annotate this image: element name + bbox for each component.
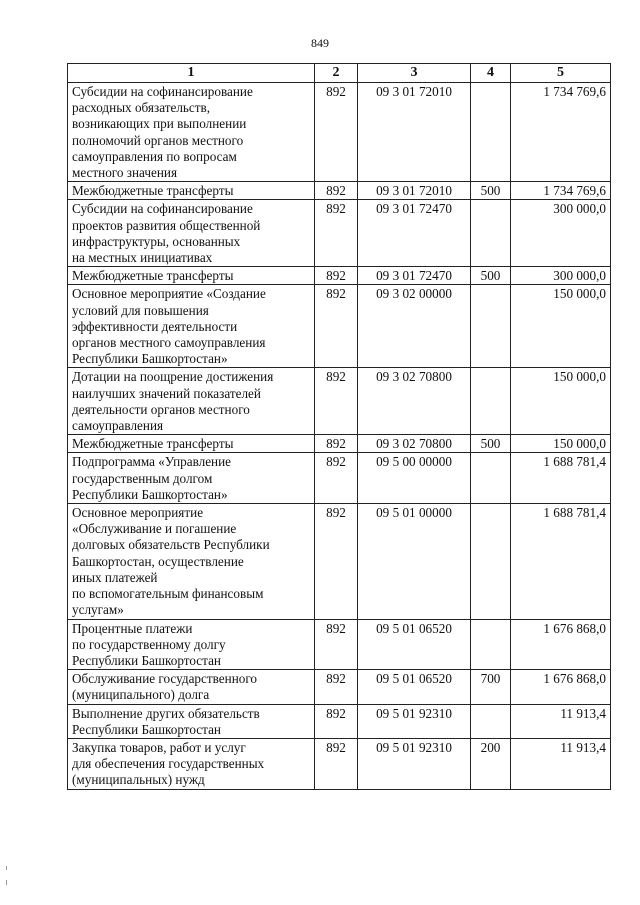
scan-edge-mark xyxy=(6,880,7,885)
header-col-3: 3 xyxy=(358,64,471,83)
cell-target-article: 09 3 01 72010 xyxy=(358,83,471,182)
cell-expense-type: 500 xyxy=(471,182,511,200)
header-row xyxy=(68,64,611,83)
cell-amount: 1 676 868,0 xyxy=(511,619,611,670)
cell-name: Субсидии на софинансирование проектов развития общественной инфраструктуры, основанных на местных инициативах xyxy=(68,200,315,267)
cell-expense-type xyxy=(471,504,511,619)
cell-amount: 11 913,4 xyxy=(511,738,611,789)
cell-expense-type: 500 xyxy=(471,267,511,285)
table-body xyxy=(68,83,611,790)
cell-target-article: 09 5 01 00000 xyxy=(358,504,471,619)
cell-name: Межбюджетные трансферты xyxy=(68,267,315,285)
cell-target-article: 09 5 01 06520 xyxy=(358,619,471,670)
cell-ministry-code: 892 xyxy=(315,368,358,435)
cell-ministry-code: 892 xyxy=(315,504,358,619)
table-row xyxy=(68,83,611,182)
cell-target-article: 09 3 01 72470 xyxy=(358,267,471,285)
cell-amount: 150 000,0 xyxy=(511,285,611,368)
cell-expense-type: 500 xyxy=(471,435,511,453)
table-row xyxy=(68,200,611,267)
cell-target-article: 09 3 01 72010 xyxy=(358,182,471,200)
cell-ministry-code: 892 xyxy=(315,704,358,738)
cell-target-article: 09 3 02 70800 xyxy=(358,368,471,435)
cell-name: Процентные платежи по государственному долгу Республики Башкортостан xyxy=(68,619,315,670)
table-row xyxy=(68,267,611,285)
cell-target-article: 09 5 01 06520 xyxy=(358,670,471,704)
cell-amount: 11 913,4 xyxy=(511,704,611,738)
cell-expense-type xyxy=(471,83,511,182)
cell-expense-type xyxy=(471,368,511,435)
table-row xyxy=(68,619,611,670)
header-col-4: 4 xyxy=(471,64,511,83)
cell-name: Межбюджетные трансферты xyxy=(68,182,315,200)
cell-target-article: 09 5 01 92310 xyxy=(358,704,471,738)
cell-amount: 300 000,0 xyxy=(511,267,611,285)
cell-expense-type xyxy=(471,200,511,267)
cell-expense-type xyxy=(471,619,511,670)
cell-target-article: 09 3 02 00000 xyxy=(358,285,471,368)
cell-ministry-code: 892 xyxy=(315,83,358,182)
cell-expense-type: 700 xyxy=(471,670,511,704)
cell-name: Закупка товаров, работ и услуг для обеспечения государственных (муниципальных) нужд xyxy=(68,738,315,789)
cell-name: Обслуживание государственного (муниципального) долга xyxy=(68,670,315,704)
cell-expense-type xyxy=(471,704,511,738)
header-col-1: 1 xyxy=(68,64,315,83)
cell-expense-type: 200 xyxy=(471,738,511,789)
cell-amount: 150 000,0 xyxy=(511,368,611,435)
table-row xyxy=(68,285,611,368)
header-col-5: 5 xyxy=(511,64,611,83)
cell-target-article: 09 3 01 72470 xyxy=(358,200,471,267)
page-number: 849 xyxy=(311,36,329,50)
table-row xyxy=(68,738,611,789)
cell-ministry-code: 892 xyxy=(315,738,358,789)
cell-ministry-code: 892 xyxy=(315,453,358,504)
cell-amount: 1 676 868,0 xyxy=(511,670,611,704)
cell-ministry-code: 892 xyxy=(315,200,358,267)
cell-name: Дотации на поощрение достижения наилучших значений показателей деятельности органов местного самоуправления xyxy=(68,368,315,435)
cell-expense-type xyxy=(471,285,511,368)
scan-edge-mark xyxy=(6,866,7,870)
cell-ministry-code: 892 xyxy=(315,285,358,368)
cell-name: Подпрограмма «Управление государственным долгом Республики Башкортостан» xyxy=(68,453,315,504)
cell-amount: 1 688 781,4 xyxy=(511,504,611,619)
cell-ministry-code: 892 xyxy=(315,182,358,200)
cell-target-article: 09 5 00 00000 xyxy=(358,453,471,504)
cell-name: Основное мероприятие «Обслуживание и погашение долговых обязательств Республики Башкортостан, осуществление иных платежей по вспомогательным финансовым услугам» xyxy=(68,504,315,619)
table-row xyxy=(68,670,611,704)
cell-amount: 150 000,0 xyxy=(511,435,611,453)
cell-amount: 1 734 769,6 xyxy=(511,182,611,200)
cell-name: Основное мероприятие «Создание условий для повышения эффективности деятельности органов местного самоуправления Республики Башкортостан» xyxy=(68,285,315,368)
table-row xyxy=(68,704,611,738)
cell-name: Выполнение других обязательств Республики Башкортостан xyxy=(68,704,315,738)
cell-target-article: 09 5 01 92310 xyxy=(358,738,471,789)
table-row xyxy=(68,182,611,200)
table-row xyxy=(68,435,611,453)
cell-amount: 1 734 769,6 xyxy=(511,83,611,182)
budget-table xyxy=(67,63,611,790)
cell-target-article: 09 3 02 70800 xyxy=(358,435,471,453)
cell-amount: 1 688 781,4 xyxy=(511,453,611,504)
cell-expense-type xyxy=(471,453,511,504)
table-row xyxy=(68,368,611,435)
cell-name: Межбюджетные трансферты xyxy=(68,435,315,453)
cell-name: Субсидии на софинансирование расходных обязательств, возникающих при выполнении полномочий органов местного самоуправления по вопросам местного значения xyxy=(68,83,315,182)
cell-amount: 300 000,0 xyxy=(511,200,611,267)
cell-ministry-code: 892 xyxy=(315,619,358,670)
header-col-2: 2 xyxy=(315,64,358,83)
cell-ministry-code: 892 xyxy=(315,435,358,453)
cell-ministry-code: 892 xyxy=(315,670,358,704)
table-row xyxy=(68,453,611,504)
cell-ministry-code: 892 xyxy=(315,267,358,285)
table-row xyxy=(68,504,611,619)
